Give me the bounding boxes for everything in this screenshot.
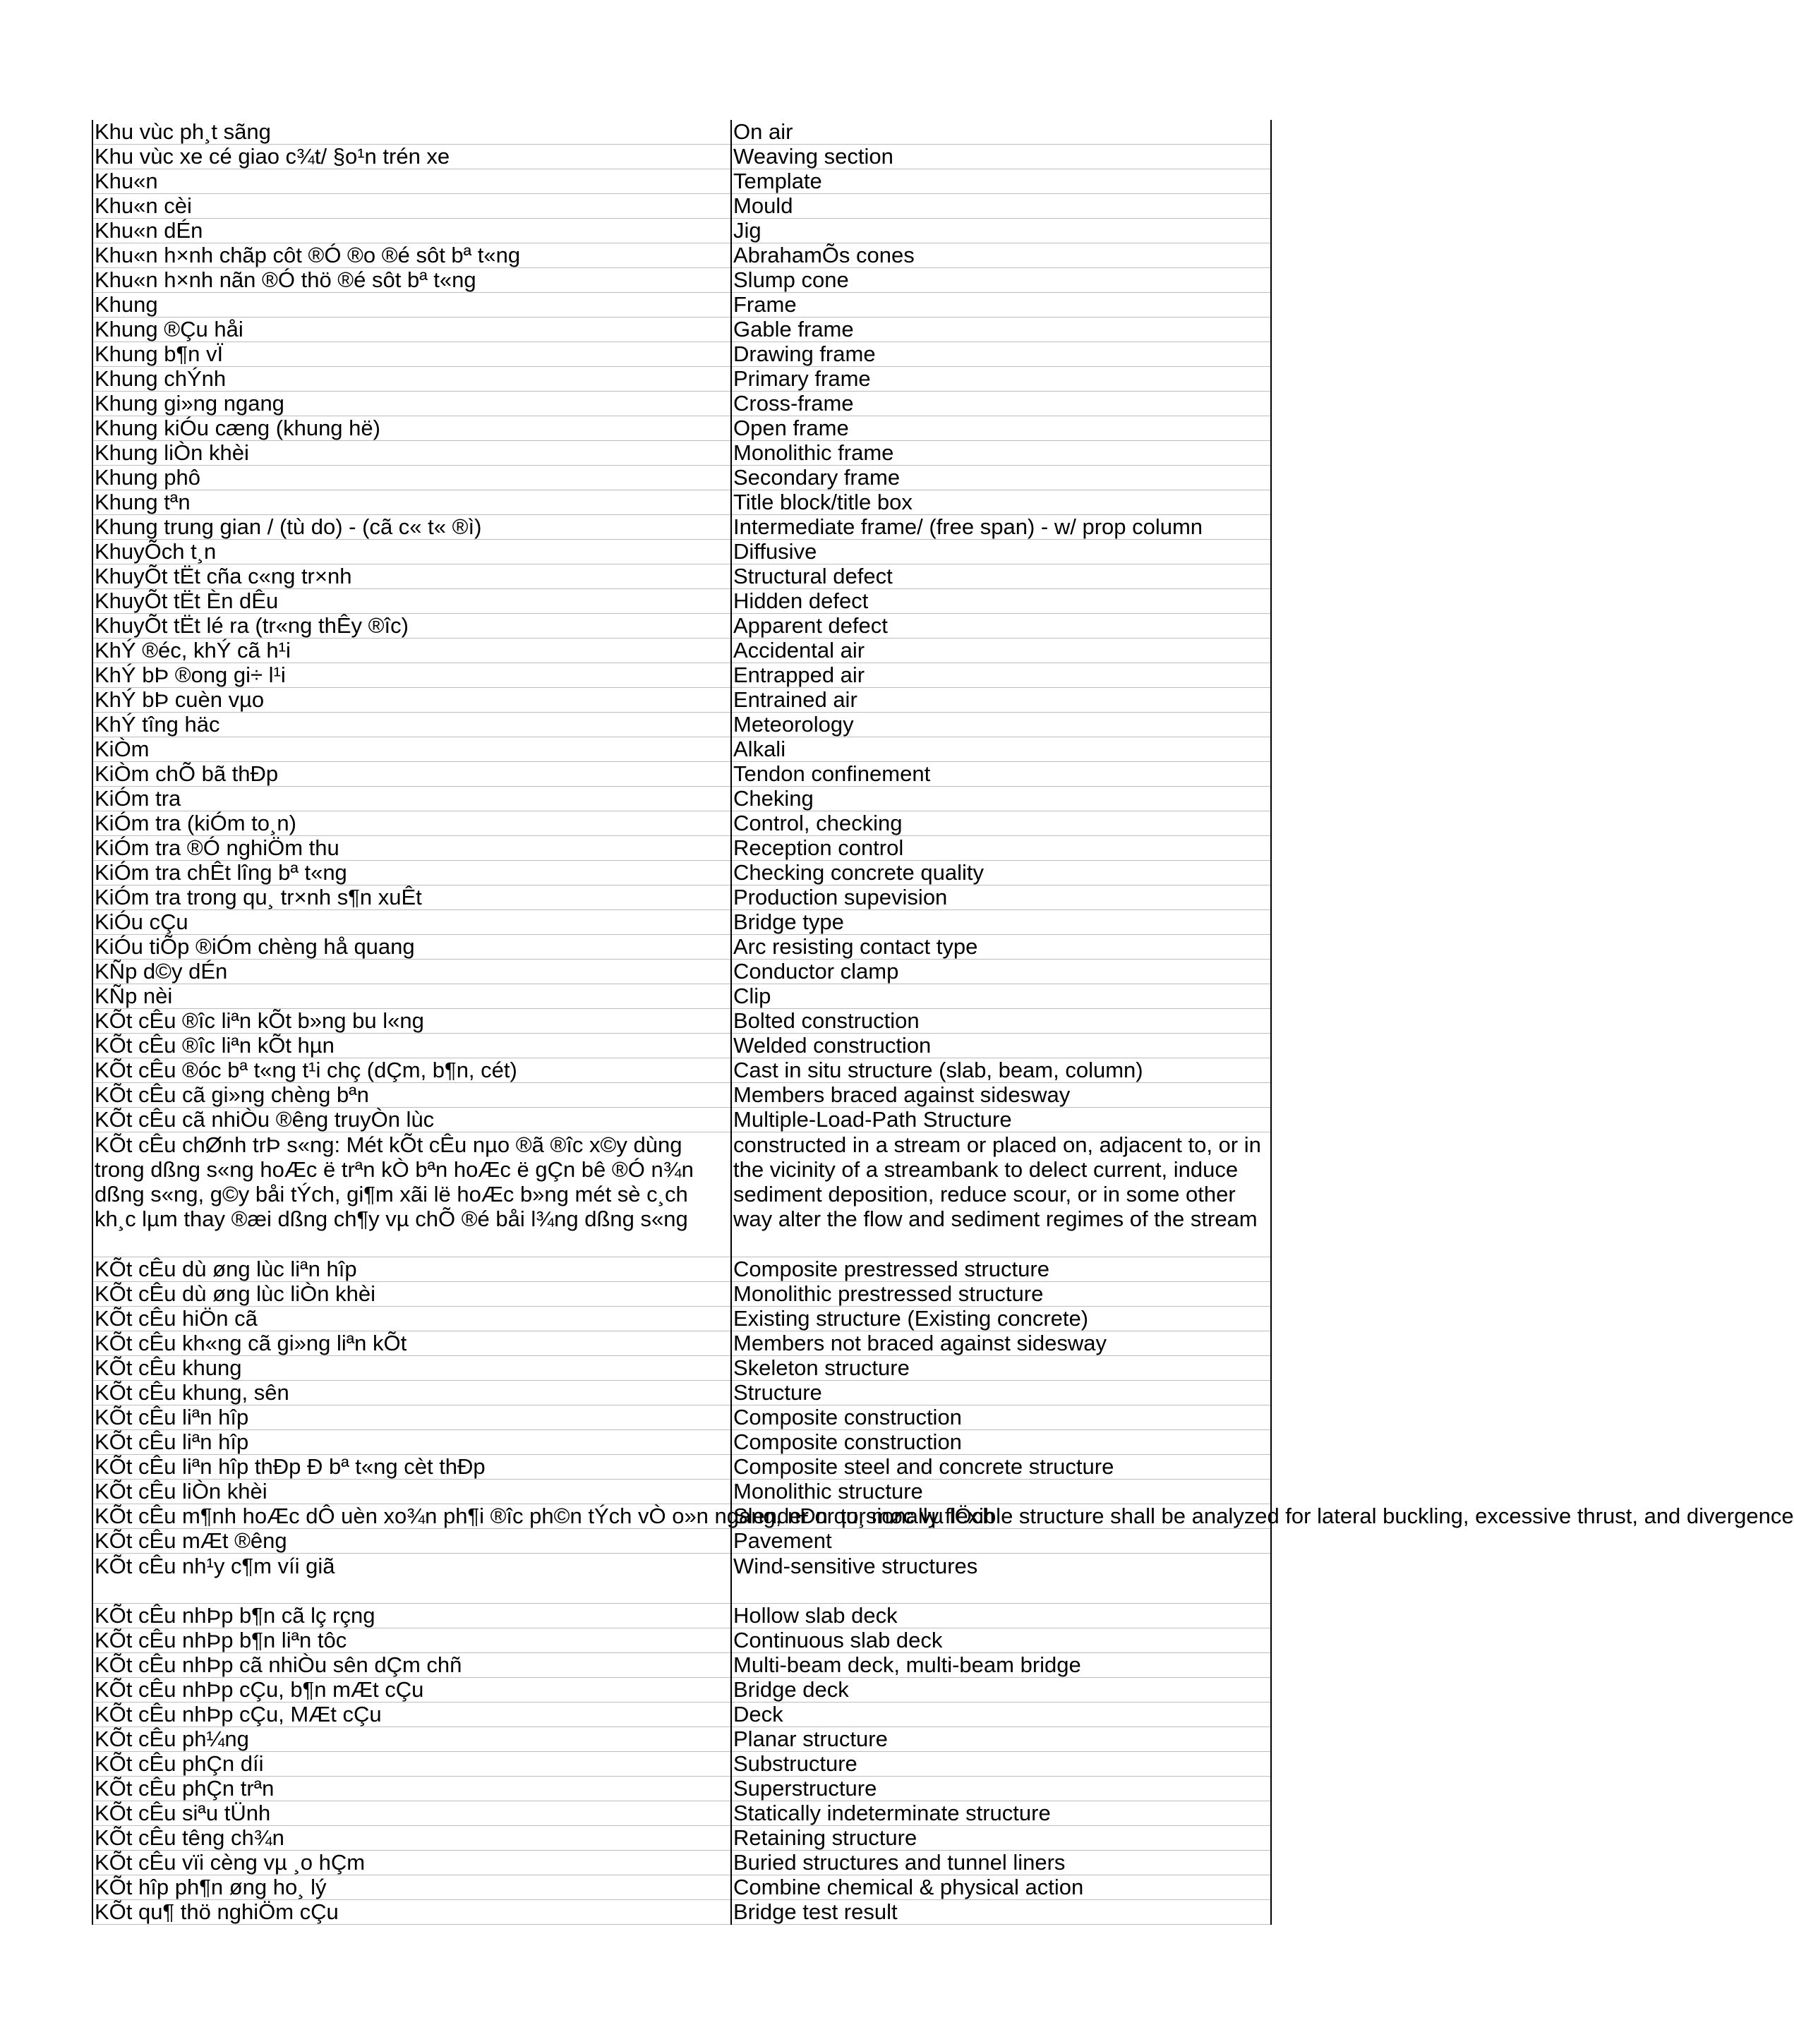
vietnamese-term-cell[interactable]: KÕt cÊu nh¹y c¶m víi giã	[92, 1554, 731, 1604]
english-term-cell[interactable]: Conductor clamp	[731, 960, 1271, 984]
table-row	[92, 811, 1271, 836]
english-term-cell[interactable]: Bridge test result	[731, 1900, 1271, 1925]
table-row	[92, 713, 1271, 737]
table-row	[92, 219, 1271, 243]
vietnamese-term-cell[interactable]: KÕt cÊu ®îc liªn kÕt b»ng bu l«ng	[92, 1009, 731, 1034]
vietnamese-term-cell[interactable]: KÕt cÊu vïi cèng vµ ¸o hÇm	[92, 1851, 731, 1875]
english-term-cell[interactable]: Hollow slab deck	[731, 1604, 1271, 1628]
english-term-cell[interactable]: Composite construction	[731, 1430, 1271, 1455]
table-row	[92, 1826, 1271, 1851]
table-row	[92, 392, 1271, 416]
english-term-cell[interactable]: Diffusive	[731, 540, 1271, 564]
english-term-cell[interactable]: Meteorology	[731, 713, 1271, 737]
table-row	[92, 1727, 1271, 1752]
english-term-cell[interactable]: Members braced against sidesway	[731, 1083, 1271, 1108]
table-row	[92, 1752, 1271, 1777]
table-row	[92, 293, 1271, 318]
vietnamese-term-cell[interactable]: Khung ®Çu håi	[92, 318, 731, 342]
table-row	[92, 960, 1271, 984]
table-row	[92, 194, 1271, 219]
english-term-cell[interactable]: Production supevision	[731, 885, 1271, 910]
vietnamese-term-cell[interactable]: KiÓm tra	[92, 787, 731, 811]
english-term-cell[interactable]: Pavement	[731, 1529, 1271, 1554]
english-term-cell[interactable]: Entrained air	[731, 688, 1271, 713]
table-row	[92, 1058, 1271, 1083]
vietnamese-term-cell[interactable]: KiÓm tra (kiÓm to¸n)	[92, 811, 731, 836]
vietnamese-term-cell[interactable]: KÑp d©y dÉn	[92, 960, 731, 984]
english-term-cell[interactable]: Welded construction	[731, 1034, 1271, 1058]
vietnamese-term-cell[interactable]: KÕt qu¶ thö nghiÖm cÇu	[92, 1900, 731, 1925]
english-term-cell[interactable]: Existing structure (Existing concrete)	[731, 1307, 1271, 1331]
table-row	[92, 1480, 1271, 1504]
english-term-cell[interactable]: Combine chemical & physical action	[731, 1875, 1271, 1900]
table-row	[92, 836, 1271, 861]
english-term-cell[interactable]: On air	[731, 120, 1271, 145]
english-term-cell[interactable]: Clip	[731, 984, 1271, 1009]
vietnamese-term-cell[interactable]: KiÒm chÕ bã thÐp	[92, 762, 731, 787]
vietnamese-term-cell[interactable]: KÕt cÊu phÇn trªn	[92, 1777, 731, 1801]
table-row	[92, 466, 1271, 490]
english-term-cell[interactable]: Secondary frame	[731, 466, 1271, 490]
table-row	[92, 1108, 1271, 1132]
table-row	[92, 1282, 1271, 1307]
english-term-cell[interactable]: Gable frame	[731, 318, 1271, 342]
vietnamese-term-cell[interactable]: KÕt cÊu têng ch¾n	[92, 1826, 731, 1851]
table-row	[92, 1331, 1271, 1356]
table-row	[92, 762, 1271, 787]
english-term-cell[interactable]: Entrapped air	[731, 663, 1271, 688]
table-row	[92, 1455, 1271, 1480]
vietnamese-term-cell[interactable]: KÕt cÊu ®îc liªn kÕt hµn	[92, 1034, 731, 1058]
table-row	[92, 169, 1271, 194]
vietnamese-term-cell[interactable]: Khung phô	[92, 466, 731, 490]
english-term-cell[interactable]: Continuous slab deck	[731, 1628, 1271, 1653]
table-row	[92, 1604, 1271, 1628]
table-row	[92, 1307, 1271, 1331]
english-term-cell[interactable]: Bolted construction	[731, 1009, 1271, 1034]
table-row	[92, 984, 1271, 1009]
glossary-body	[92, 119, 1794, 1925]
english-term-cell[interactable]: Mould	[731, 194, 1271, 219]
table-row	[92, 515, 1271, 540]
vietnamese-term-cell[interactable]: Khu«n cèi	[92, 194, 731, 219]
table-row	[92, 564, 1271, 589]
table-row	[92, 1356, 1271, 1381]
vietnamese-term-cell[interactable]: Khung b¶n vÏ	[92, 342, 731, 367]
vietnamese-term-cell[interactable]: KÕt cÊu hiÖn cã	[92, 1307, 731, 1331]
vietnamese-term-cell[interactable]: KhÝ bÞ ®ong gi÷ l¹i	[92, 663, 731, 688]
table-row	[92, 1009, 1271, 1034]
table-row	[92, 1777, 1271, 1801]
table-row	[92, 342, 1271, 367]
vietnamese-term-cell[interactable]: KÕt cÊu liªn hîp	[92, 1430, 731, 1455]
table-row	[92, 1381, 1271, 1405]
vietnamese-term-cell[interactable]: KiÓm tra trong qu¸ tr×nh s¶n xuÊt	[92, 885, 731, 910]
table-row	[92, 935, 1271, 960]
table-row	[92, 1430, 1271, 1455]
table-row	[92, 688, 1271, 713]
vietnamese-term-cell[interactable]: KÕt cÊu liÒn khèi	[92, 1480, 731, 1504]
vietnamese-term-cell[interactable]: KiÓm tra ®Ó nghiÖm thu	[92, 836, 731, 861]
vietnamese-term-cell[interactable]: KhÝ bÞ cuèn vµo	[92, 688, 731, 713]
vietnamese-term-cell[interactable]: KhÝ tîng häc	[92, 713, 731, 737]
vietnamese-term-cell[interactable]: Khung trung gian / (tù do) - (cã c« t« ®ì)	[92, 515, 731, 540]
vietnamese-term-cell[interactable]: KÕt cÊu nhÞp cã nhiÒu sên dÇm chñ	[92, 1653, 731, 1678]
english-term-cell[interactable]: Frame	[731, 293, 1271, 318]
table-row	[92, 1034, 1271, 1058]
table-row	[92, 490, 1271, 515]
english-term-cell[interactable]: Retaining structure	[731, 1826, 1271, 1851]
table-row	[92, 1653, 1271, 1678]
vietnamese-term-cell[interactable]: Khung chÝnh	[92, 367, 731, 392]
vietnamese-term-cell[interactable]: KÕt cÊu mÆt ®êng	[92, 1529, 731, 1554]
vietnamese-term-cell[interactable]: KhÝ ®éc, khÝ cã h¹i	[92, 639, 731, 663]
english-term-cell[interactable]: Planar structure	[731, 1727, 1271, 1752]
vietnamese-term-cell[interactable]: KÕt hîp ph¶n øng ho¸ lý	[92, 1875, 731, 1900]
table-row	[92, 1257, 1271, 1282]
english-term-cell[interactable]: Wind-sensitive structures	[731, 1554, 1271, 1604]
vietnamese-term-cell[interactable]: KÕt cÊu cã nhiÒu ®êng truyÒn lùc	[92, 1108, 731, 1132]
english-term-cell[interactable]: Primary frame	[731, 367, 1271, 392]
table-row	[92, 1132, 1271, 1257]
english-term-cell[interactable]: Multi-beam deck, multi-beam bridge	[731, 1653, 1271, 1678]
vietnamese-term-cell[interactable]: KhuyÕt tËt Èn dÊu	[92, 589, 731, 614]
table-row	[92, 367, 1271, 392]
vietnamese-term-cell[interactable]: KÕt cÊu liªn hîp	[92, 1405, 731, 1430]
english-term-cell[interactable]: Buried structures and tunnel liners	[731, 1851, 1271, 1875]
table-row	[92, 663, 1271, 688]
table-row	[92, 1554, 1271, 1604]
vietnamese-term-cell[interactable]: KÕt cÊu nhÞp cÇu, b¶n mÆt cÇu	[92, 1678, 731, 1703]
english-term-cell[interactable]: Apparent defect	[731, 614, 1271, 639]
english-term-cell[interactable]: Statically indeterminate structure	[731, 1801, 1271, 1826]
table-row	[92, 416, 1271, 441]
table-row	[92, 1529, 1271, 1554]
table-row	[92, 1801, 1271, 1826]
english-term-cell[interactable]: Drawing frame	[731, 342, 1271, 367]
table-row	[92, 318, 1271, 342]
english-term-cell[interactable]: Monolithic prestressed structure	[731, 1282, 1271, 1307]
vietnamese-term-cell[interactable]: KÕt cÊu khung, sên	[92, 1381, 731, 1405]
vietnamese-term-cell[interactable]: KÕt cÊu nhÞp b¶n liªn tôc	[92, 1628, 731, 1653]
english-term-cell[interactable]: Bridge type	[731, 910, 1271, 935]
table-row	[92, 1628, 1271, 1653]
english-term-cell[interactable]: Composite prestressed structure	[731, 1257, 1271, 1282]
vietnamese-term-cell[interactable]: KiÒm	[92, 737, 731, 762]
table-row	[92, 614, 1271, 639]
vietnamese-term-cell[interactable]: KÕt cÊu dù øng lùc liÒn khèi	[92, 1282, 731, 1307]
english-term-cell[interactable]: Accidental air	[731, 639, 1271, 663]
english-term-cell[interactable]: Cross-frame	[731, 392, 1271, 416]
vietnamese-term-cell[interactable]: KÕt cÊu dù øng lùc liªn hîp	[92, 1257, 731, 1282]
vietnamese-term-cell[interactable]: KÕt cÊu cã gi»ng chèng bªn	[92, 1083, 731, 1108]
table-row	[92, 885, 1271, 910]
english-term-cell[interactable]: Title block/title box	[731, 490, 1271, 515]
vietnamese-term-cell[interactable]: KiÓu cÇu	[92, 910, 731, 935]
english-term-cell[interactable]: Tendon confinement	[731, 762, 1271, 787]
vietnamese-term-cell[interactable]: KÕt cÊu khung	[92, 1356, 731, 1381]
english-term-cell[interactable]: Control, checking	[731, 811, 1271, 836]
glossary-table	[92, 119, 1794, 1925]
table-row	[92, 1083, 1271, 1108]
english-term-cell[interactable]: Multiple-Load-Path Structure	[731, 1108, 1271, 1132]
vietnamese-term-cell[interactable]: Khu vùc ph¸t sãng	[92, 120, 731, 145]
table-row	[92, 540, 1271, 564]
table-row	[92, 243, 1271, 268]
vietnamese-term-cell[interactable]: KÕt cÊu chØnh trÞ s«ng: Mét kÕt cÊu nµo ®ã ®îc x©y dùng trong dßng s«ng hoÆc ë trªn kÒ bªn hoÆc ë gÇn bê ®Ó n¾n dßng s«ng, g©y båi tÝch, gi¶m xãi lë hoÆc b»ng mét sè c¸ch kh¸c lµm thay ®æi dßng ch¶y vµ chÕ ®é båi l¾ng dßng s«ng	[92, 1132, 731, 1257]
vietnamese-term-cell[interactable]: Khung	[92, 293, 731, 318]
vietnamese-term-cell[interactable]: KÕt cÊu nhÞp cÇu, MÆt cÇu	[92, 1703, 731, 1727]
vietnamese-term-cell[interactable]: KhuyÕt tËt lé ra (tr«ng thÊy ®îc)	[92, 614, 731, 639]
english-term-cell[interactable]: Structural defect	[731, 564, 1271, 589]
english-term-cell[interactable]: Reception control	[731, 836, 1271, 861]
english-term-cell[interactable]: Slump cone	[731, 268, 1271, 293]
english-term-cell[interactable]: Checking concrete quality	[731, 861, 1271, 885]
english-term-cell[interactable]: Cheking	[731, 787, 1271, 811]
vietnamese-term-cell[interactable]: KÕt cÊu nhÞp b¶n cã lç rçng	[92, 1604, 731, 1628]
table-row	[92, 737, 1271, 762]
table-row	[92, 1851, 1271, 1875]
english-term-cell[interactable]: Alkali	[731, 737, 1271, 762]
english-term-cell[interactable]: Cast in situ structure (slab, beam, column)	[731, 1058, 1271, 1083]
english-term-cell[interactable]: Monolithic frame	[731, 441, 1271, 466]
vietnamese-term-cell[interactable]: KÕt cÊu ph¼ng	[92, 1727, 731, 1752]
table-row	[92, 639, 1271, 663]
table-row	[92, 589, 1271, 614]
vietnamese-term-cell[interactable]: KiÓm tra chÊt lîng bª t«ng	[92, 861, 731, 885]
english-term-cell[interactable]: AbrahamÕs cones	[731, 243, 1271, 268]
english-term-cell[interactable]: Composite construction	[731, 1405, 1271, 1430]
vietnamese-term-cell[interactable]: Khung kiÓu cæng (khung hë)	[92, 416, 731, 441]
table-row	[92, 1703, 1271, 1727]
english-term-cell[interactable]: Skeleton structure	[731, 1356, 1271, 1381]
vietnamese-term-cell[interactable]: KÕt cÊu phÇn díi	[92, 1752, 731, 1777]
vietnamese-term-cell[interactable]: KhuyÕt tËt cña c«ng tr×nh	[92, 564, 731, 589]
english-term-cell[interactable]: Arc resisting contact type	[731, 935, 1271, 960]
english-term-cell[interactable]: Intermediate frame/ (free span) - w/ prop column	[731, 515, 1271, 540]
vietnamese-term-cell[interactable]: KÕt cÊu kh«ng cã gi»ng liªn kÕt	[92, 1331, 731, 1356]
table-row	[92, 1875, 1271, 1900]
table-row	[92, 1504, 1271, 1529]
english-term-cell[interactable]: Composite steel and concrete structure	[731, 1455, 1271, 1480]
vietnamese-term-cell[interactable]: Khu«n dÉn	[92, 219, 731, 243]
vietnamese-term-cell[interactable]: Khu«n h×nh nãn ®Ó thö ®é sôt bª t«ng	[92, 268, 731, 293]
english-term-cell[interactable]: Deck	[731, 1703, 1271, 1727]
vietnamese-term-cell[interactable]: KÑp nèi	[92, 984, 731, 1009]
table-row	[92, 861, 1271, 885]
vietnamese-term-cell[interactable]: KÕt cÊu liªn hîp thÐp Ð bª t«ng cèt thÐp	[92, 1455, 731, 1480]
table-row	[92, 1900, 1271, 1925]
vietnamese-term-cell[interactable]: Khung tªn	[92, 490, 731, 515]
table-row	[92, 120, 1271, 145]
english-term-cell[interactable]: Structure	[731, 1381, 1271, 1405]
vietnamese-term-cell[interactable]: Khu«n h×nh chãp côt ®Ó ®o ®é sôt bª t«ng	[92, 243, 731, 268]
vietnamese-term-cell[interactable]: Khu«n	[92, 169, 731, 194]
vietnamese-term-cell[interactable]: Khu vùc xe cé giao c¾t/ §o¹n trén xe	[92, 145, 731, 169]
vietnamese-term-cell[interactable]: Khung gi»ng ngang	[92, 392, 731, 416]
table-row	[92, 1405, 1271, 1430]
vietnamese-term-cell[interactable]: KÕt cÊu siªu tÜnh	[92, 1801, 731, 1826]
english-term-cell[interactable]: Substructure	[731, 1752, 1271, 1777]
vietnamese-term-cell[interactable]: KÕt cÊu ®óc bª t«ng t¹i chç (dÇm, b¶n, cét)	[92, 1058, 731, 1083]
vietnamese-term-cell[interactable]: Khung liÒn khèi	[92, 441, 731, 466]
table-row	[92, 787, 1271, 811]
table-row	[92, 145, 1271, 169]
english-term-cell[interactable]: Weaving section	[731, 145, 1271, 169]
vietnamese-term-cell[interactable]: KiÓu tiÕp ®iÓm chèng hå quang	[92, 935, 731, 960]
vietnamese-term-cell[interactable]: KÕt cÊu m¶nh hoÆc dÔ uèn xo¾n ph¶i ®îc ph©n tÝch vÒ o»n ngang, nÐn qu¸ møc vµ lÖch	[92, 1504, 731, 1529]
english-term-cell[interactable]: Monolithic structure	[731, 1480, 1271, 1504]
english-term-cell[interactable]: Superstructure	[731, 1777, 1271, 1801]
english-term-cell[interactable]: Hidden defect	[731, 589, 1271, 614]
english-term-cell[interactable]: Template	[731, 169, 1271, 194]
table-row	[92, 441, 1271, 466]
table-row	[92, 1678, 1271, 1703]
table-row	[92, 268, 1271, 293]
english-term-cell[interactable]: Open frame	[731, 416, 1271, 441]
vietnamese-term-cell[interactable]: KhuyÕch t¸n	[92, 540, 731, 564]
english-term-cell[interactable]: Slender or torsionally flexible structure shall be analyzed for lateral buckling, excessive thrust, and divergence	[731, 1504, 1271, 1529]
table-row	[92, 910, 1271, 935]
english-term-cell[interactable]: Bridge deck	[731, 1678, 1271, 1703]
english-term-cell[interactable]: Members not braced against sidesway	[731, 1331, 1271, 1356]
english-term-cell[interactable]: Jig	[731, 219, 1271, 243]
english-term-cell[interactable]: constructed in a stream or placed on, adjacent to, or in the vicinity of a streambank to delect current, induce sediment deposition, reduce scour, or in some other way alter the flow and sediment regimes of the stream	[731, 1132, 1271, 1257]
